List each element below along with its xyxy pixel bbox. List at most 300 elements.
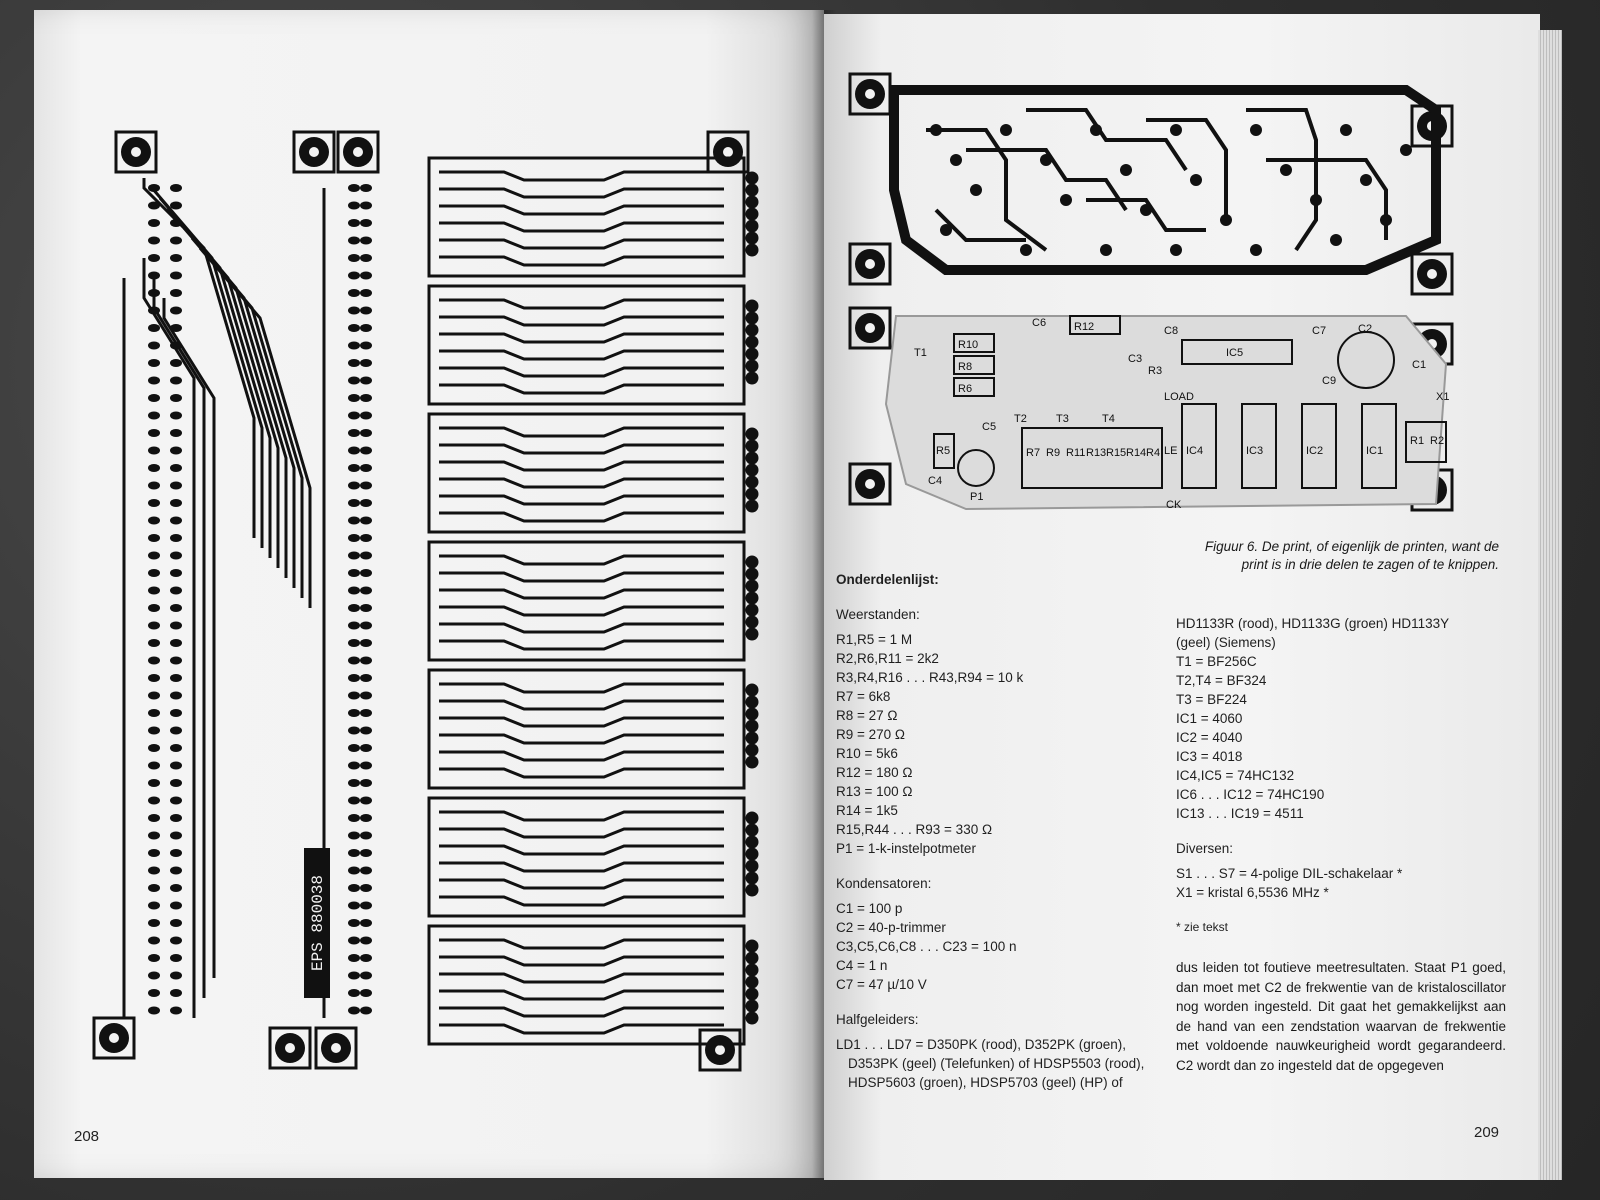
edge-pad [747, 361, 757, 371]
display-trace [439, 940, 724, 948]
solder-pad [348, 674, 360, 682]
solder-pad [360, 342, 372, 350]
display-trace [439, 257, 724, 265]
edge-pad [747, 813, 757, 823]
display-trace [439, 590, 724, 598]
solder-pad [348, 867, 360, 875]
edge-pad [747, 313, 757, 323]
solder-pad [348, 587, 360, 595]
edge-pad [747, 429, 757, 439]
edge-pad [747, 173, 757, 183]
solder-pad [348, 762, 360, 770]
solder-pad [360, 517, 372, 525]
list-item: R1,R5 = 1 M [836, 632, 913, 647]
solder-pad [348, 657, 360, 665]
solder-pad [360, 254, 372, 262]
display-trace [439, 351, 724, 359]
solder-pad [148, 482, 160, 490]
display-trace [439, 1025, 724, 1033]
svg-text:P1: P1 [970, 491, 984, 503]
solder-pad [170, 884, 182, 892]
solder-pad [1190, 174, 1202, 186]
edge-pad [747, 873, 757, 883]
edge-pad [747, 861, 757, 871]
svg-text:IC2: IC2 [1306, 445, 1324, 457]
solder-pad [170, 447, 182, 455]
solder-pad [148, 937, 160, 945]
solder-pad [170, 219, 182, 227]
solder-pad [170, 1007, 182, 1015]
solder-pad [148, 237, 160, 245]
list-item: R9 = 270 Ω [836, 727, 906, 742]
display-trace [439, 863, 724, 871]
list-item: T1 = BF256C [1176, 654, 1257, 669]
solder-pad [348, 902, 360, 910]
svg-text:IC5: IC5 [1226, 347, 1244, 359]
svg-text:C2: C2 [1358, 323, 1373, 335]
display-modules [429, 158, 757, 1044]
edge-pad [747, 325, 757, 335]
solder-pad [170, 254, 182, 262]
display-trace [439, 172, 724, 180]
edge-pad [747, 581, 757, 591]
left-page [34, 10, 824, 1178]
display-trace [439, 385, 724, 393]
solder-pad [170, 429, 182, 437]
solder-pad [360, 184, 372, 192]
solder-pad [348, 464, 360, 472]
solder-pad [148, 709, 160, 717]
solder-pad [170, 394, 182, 402]
solder-pad [348, 447, 360, 455]
solder-pad [148, 219, 160, 227]
edge-pad [747, 197, 757, 207]
display-trace [439, 300, 724, 308]
capacitors-heading: Kondensatoren: [836, 876, 932, 891]
solder-pad [1380, 214, 1392, 226]
solder-pad [1220, 214, 1232, 226]
solder-pad [348, 517, 360, 525]
solder-pad [348, 814, 360, 822]
list-item: X1 = kristal 6,5536 MHz * [1176, 885, 1329, 900]
solder-pad [148, 342, 160, 350]
solder-pad [360, 832, 372, 840]
display-trace [439, 556, 724, 564]
list-item: C3,C5,C6,C8 . . . C23 = 100 n [836, 939, 1017, 954]
display-trace [439, 206, 724, 214]
solder-pad [1280, 164, 1292, 176]
solder-pad [360, 569, 372, 577]
solder-pad [170, 954, 182, 962]
solder-pad [148, 902, 160, 910]
solder-pad [148, 1007, 160, 1015]
display-trace [439, 991, 724, 999]
display-trace [439, 223, 724, 231]
solder-pad [348, 954, 360, 962]
solder-pad [170, 762, 182, 770]
solder-pad [170, 184, 182, 192]
solder-pad [348, 289, 360, 297]
display-trace [439, 607, 724, 615]
edge-pad [747, 453, 757, 463]
solder-pad [360, 884, 372, 892]
edge-pad [747, 977, 757, 987]
display-trace [439, 240, 724, 248]
solder-pad [348, 534, 360, 542]
solder-pad [348, 482, 360, 490]
page-number-right: 209 [1474, 1124, 1500, 1141]
solder-pad [148, 324, 160, 332]
list-item: S1 . . . S7 = 4-polige DIL-schakelaar * [1176, 866, 1403, 881]
solder-pad [148, 919, 160, 927]
list-item: R3,R4,R16 . . . R43,R94 = 10 k [836, 670, 1024, 685]
svg-text:IC1: IC1 [1366, 445, 1384, 457]
display-trace [439, 513, 724, 521]
solder-pad [148, 272, 160, 280]
solder-pad [170, 937, 182, 945]
right-page [824, 14, 1540, 1180]
solder-pad [1170, 124, 1182, 136]
solder-pad [170, 307, 182, 315]
solder-pad [360, 744, 372, 752]
svg-text:R1: R1 [1410, 435, 1425, 447]
solder-pad [360, 377, 372, 385]
solder-pad [360, 989, 372, 997]
display-trace [439, 735, 724, 743]
solder-pad [1120, 164, 1132, 176]
solder-pad [360, 779, 372, 787]
solder-pad [348, 884, 360, 892]
solder-pad [360, 657, 372, 665]
solder-pad [170, 832, 182, 840]
svg-text:R11: R11 [1066, 447, 1086, 459]
solder-pad [170, 272, 182, 280]
display-trace [439, 462, 724, 470]
solder-pad [360, 307, 372, 315]
list-item: P1 = 1-k-instelpotmeter [836, 841, 976, 856]
edge-pad [747, 709, 757, 719]
svg-text:R10: R10 [958, 339, 979, 351]
svg-text:C8: C8 [1164, 325, 1179, 337]
display-trace [439, 880, 724, 888]
list-item: R14 = 1k5 [836, 803, 898, 818]
edge-pad [747, 301, 757, 311]
solder-pad [148, 849, 160, 857]
svg-text:R5: R5 [936, 445, 951, 457]
solder-pad [950, 154, 962, 166]
list-item: T2,T4 = BF324 [1176, 673, 1267, 688]
solder-pad [1400, 144, 1412, 156]
list-item: (geel) (Siemens) [1176, 635, 1276, 650]
display-trace [439, 701, 724, 709]
solder-pad [348, 779, 360, 787]
solder-pad [360, 902, 372, 910]
solder-pad [1340, 124, 1352, 136]
pcb-traces [894, 90, 1436, 270]
list-item: R7 = 6k8 [836, 689, 891, 704]
svg-text:T2: T2 [1014, 413, 1027, 425]
solder-pad [360, 727, 372, 735]
solder-pad [1310, 194, 1322, 206]
solder-pad [148, 429, 160, 437]
solder-pad [360, 272, 372, 280]
solder-pad [170, 604, 182, 612]
solder-pad [148, 762, 160, 770]
solder-pad [1250, 124, 1262, 136]
solder-pad [348, 342, 360, 350]
edge-pad [747, 733, 757, 743]
pcb-component-layout [846, 304, 1456, 524]
svg-text:IC4: IC4 [1186, 445, 1204, 457]
solder-pad [348, 219, 360, 227]
solder-pad [360, 482, 372, 490]
edge-pad [747, 337, 757, 347]
solder-pad [348, 797, 360, 805]
solder-pad [360, 867, 372, 875]
solder-pad [148, 377, 160, 385]
body-paragraph: dus leiden tot foutieve meetresultaten. Staat P1 goed, dan moet met C2 de frekwentie van de kristaloscillator nog worden ingesteld. Dit gaat het gemakkelijkst aan de hand van een zendstation waarvan de frekwentie met voldoende nauwkeurigheid wordt gegarandeerd. C2 wordt dan zo ingesteld dat de opgegeven [1176, 960, 1506, 1073]
edge-pad [747, 825, 757, 835]
svg-text:R6: R6 [958, 383, 973, 395]
edge-pad [747, 953, 757, 963]
solder-pad [1140, 204, 1152, 216]
edge-pad [747, 349, 757, 359]
list-item: R12 = 180 Ω [836, 765, 913, 780]
solder-pad [170, 989, 182, 997]
solder-pad [360, 604, 372, 612]
solder-pad [360, 622, 372, 630]
solder-pad [148, 552, 160, 560]
solder-pad [360, 219, 372, 227]
figure-caption: Figuur 6. De print, of eigenlijk de printen, want de print is in drie delen te zagen of te knippen. [1204, 539, 1499, 572]
solder-pad [348, 184, 360, 192]
solder-pad [348, 919, 360, 927]
solder-pad [1000, 124, 1012, 136]
solder-pad [360, 412, 372, 420]
display-trace [439, 496, 724, 504]
solder-pad [170, 797, 182, 805]
list-item: R15,R44 . . . R93 = 330 Ω [836, 822, 993, 837]
solder-pad [348, 272, 360, 280]
display-trace [439, 641, 724, 649]
list-item: C1 = 100 p [836, 901, 903, 916]
board-code-label [304, 848, 330, 998]
edge-pad [747, 989, 757, 999]
edge-pad [747, 373, 757, 383]
edge-pad [747, 685, 757, 695]
display-trace [439, 957, 724, 965]
parts-list-column-1 [836, 570, 1176, 1092]
solder-pad [348, 202, 360, 210]
list-item: D353PK (geel) (Telefunken) of HDSP5503 (rood), [848, 1056, 1145, 1071]
misc-heading: Diversen: [1176, 841, 1234, 856]
solder-pad [348, 604, 360, 612]
solder-pad [148, 289, 160, 297]
edge-pad [747, 221, 757, 231]
display-trace [439, 479, 724, 487]
solder-pad [148, 569, 160, 577]
svg-text:R4: R4 [1146, 447, 1161, 459]
solder-pad [148, 884, 160, 892]
registration-mark-icon [94, 132, 748, 1070]
solder-pad [170, 814, 182, 822]
page-number-left: 208 [74, 1128, 100, 1145]
solder-pad [348, 552, 360, 560]
solder-pad [170, 919, 182, 927]
solder-pad [360, 762, 372, 770]
display-trace [439, 684, 724, 692]
display-trace [439, 769, 724, 777]
solder-pad [348, 744, 360, 752]
solder-pad [148, 639, 160, 647]
svg-text:LOAD: LOAD [1164, 391, 1194, 403]
display-trace [439, 812, 724, 820]
solder-pad [148, 989, 160, 997]
display-trace [439, 189, 724, 197]
solder-pad [348, 429, 360, 437]
display-trace [439, 445, 724, 453]
svg-text:R13: R13 [1086, 447, 1107, 459]
solder-pad [170, 692, 182, 700]
svg-text:R8: R8 [958, 361, 973, 373]
display-trace [439, 624, 724, 632]
solder-pad [170, 482, 182, 490]
solder-pad [360, 797, 372, 805]
svg-text:CK: CK [1166, 499, 1182, 511]
solder-pad [360, 937, 372, 945]
pcb-layout-top [846, 70, 1456, 300]
solder-pad [348, 639, 360, 647]
list-item: T3 = BF224 [1176, 692, 1247, 707]
solder-pad [360, 447, 372, 455]
edge-pad [747, 245, 757, 255]
solder-pad [170, 569, 182, 577]
solder-pad [360, 499, 372, 507]
solder-pad [170, 534, 182, 542]
solder-pad [170, 359, 182, 367]
svg-text:C9: C9 [1322, 375, 1337, 387]
edge-pad [747, 965, 757, 975]
solder-pad [170, 237, 182, 245]
solder-pad [360, 1007, 372, 1015]
solder-pad [360, 552, 372, 560]
solder-pad [148, 412, 160, 420]
solder-pad [148, 394, 160, 402]
svg-text:LE: LE [1164, 445, 1178, 457]
solder-pad [348, 237, 360, 245]
solder-pad [360, 587, 372, 595]
edge-pad [747, 605, 757, 615]
solder-pad [148, 202, 160, 210]
svg-text:T1: T1 [914, 347, 927, 359]
solder-pad [148, 587, 160, 595]
display-trace [439, 1008, 724, 1016]
solder-pad [360, 954, 372, 962]
svg-text:R15: R15 [1106, 447, 1127, 459]
solder-pad [348, 394, 360, 402]
svg-text:C1: C1 [1412, 359, 1427, 371]
svg-text:X1: X1 [1436, 391, 1450, 403]
solder-pad [348, 832, 360, 840]
svg-text:T3: T3 [1056, 413, 1069, 425]
solder-pad [348, 499, 360, 507]
display-trace [439, 718, 724, 726]
list-item: HDSP5603 (groen), HDSP5703 (geel) (HP) of [848, 1075, 1123, 1090]
solder-pad [148, 622, 160, 630]
solder-pad [360, 289, 372, 297]
solder-pad [148, 814, 160, 822]
pcb-layout-left [84, 118, 784, 1118]
solder-pad [360, 429, 372, 437]
solder-pad [148, 797, 160, 805]
list-item: HD1133R (rood), HD1133G (groen) HD1133Y [1176, 616, 1450, 631]
solder-pad [1060, 194, 1072, 206]
solder-pad [360, 324, 372, 332]
page-edges [1538, 30, 1562, 1180]
display-trace [439, 974, 724, 982]
solder-pad [148, 674, 160, 682]
solder-pad [360, 359, 372, 367]
solder-pad [360, 237, 372, 245]
svg-text:C4: C4 [928, 475, 943, 487]
solder-pad [348, 324, 360, 332]
display-trace [439, 334, 724, 342]
list-item: IC6 . . . IC12 = 74HC190 [1176, 787, 1325, 802]
display-trace [439, 368, 724, 376]
solder-pad [148, 954, 160, 962]
resistors-heading: Weerstanden: [836, 607, 920, 622]
solder-pad [360, 709, 372, 717]
edge-pad [747, 837, 757, 847]
solder-pad [148, 254, 160, 262]
edge-pad [747, 757, 757, 767]
solder-pad [348, 377, 360, 385]
solder-pad [170, 552, 182, 560]
solder-pad [148, 744, 160, 752]
solder-pad [148, 464, 160, 472]
edge-pad [747, 209, 757, 219]
list-item: C4 = 1 n [836, 958, 888, 973]
edge-pad [747, 885, 757, 895]
solder-pad [348, 989, 360, 997]
solder-pad [170, 289, 182, 297]
solder-pad [360, 692, 372, 700]
solder-pad [170, 674, 182, 682]
svg-text:C5: C5 [982, 421, 997, 433]
solder-pad [148, 727, 160, 735]
list-item: C2 = 40-p-trimmer [836, 920, 946, 935]
solder-pad [170, 657, 182, 665]
solder-pad [1250, 244, 1262, 256]
solder-pad [348, 727, 360, 735]
edge-pad [747, 697, 757, 707]
solder-pad [1090, 124, 1102, 136]
edge-pad [747, 617, 757, 627]
svg-text:R14: R14 [1126, 447, 1147, 459]
solder-pad [148, 832, 160, 840]
solder-pad [360, 394, 372, 402]
solder-pad [348, 849, 360, 857]
footnote: * zie tekst [1176, 920, 1229, 934]
svg-text:C6: C6 [1032, 317, 1047, 329]
solder-pad [348, 622, 360, 630]
solder-pad [360, 202, 372, 210]
solder-pad [148, 604, 160, 612]
solder-pad [170, 377, 182, 385]
solder-pad [1020, 244, 1032, 256]
edge-pad [747, 489, 757, 499]
solder-pad [170, 499, 182, 507]
